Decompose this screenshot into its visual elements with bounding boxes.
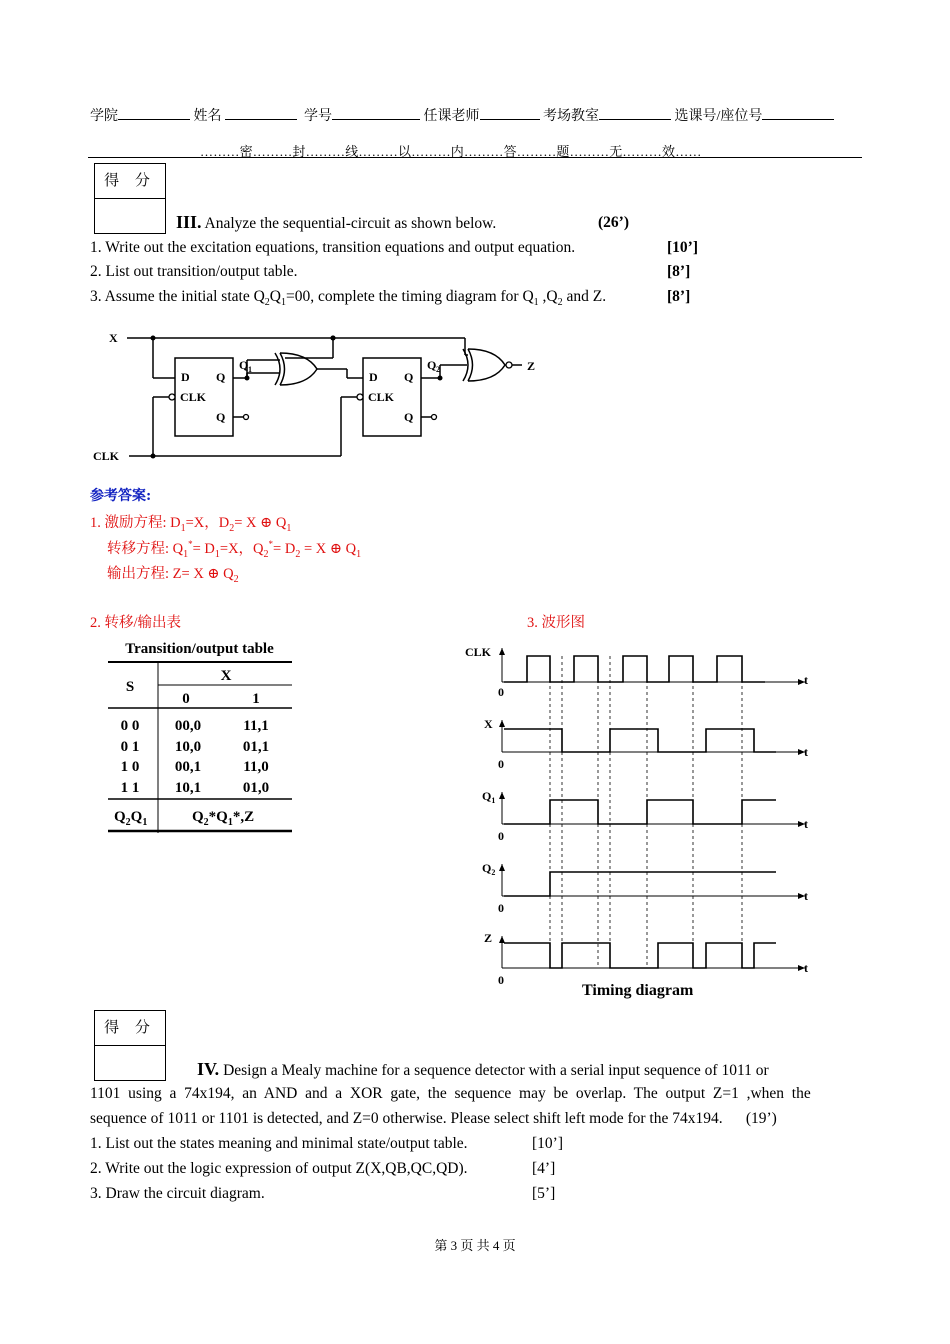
section3-item-3-points: [8’]	[667, 288, 691, 305]
table-foot-right: $Q_2*Q_1*,Z$	[192, 809, 255, 828]
table-col-s: S	[125, 679, 135, 695]
table-x1: 1	[252, 691, 260, 707]
circuit-diagram	[85, 325, 555, 470]
table-row-s: 0 0	[120, 718, 140, 734]
score-box-4	[94, 1010, 166, 1081]
teacher-label: 任课老师	[423, 109, 480, 124]
section4-item-1-points: [10’]	[532, 1135, 563, 1152]
svg-text:t: t	[804, 961, 808, 975]
score-label: 得 分	[95, 164, 165, 199]
section3-item-3: 3. Assume the initial state $Q_2Q_1=00$, complete the timing diagram for $Q_1$ $,Q_2$ and Z.	[90, 288, 607, 309]
svg-text:Q2: $Q_2$	[482, 861, 496, 877]
table-cell: 10,0	[174, 739, 202, 755]
section4-item-1: 1. List out the states meaning and minimal state/output table.	[90, 1135, 468, 1152]
timing-title: Timing diagram	[582, 982, 694, 999]
ff1-d-label: D	[181, 370, 190, 384]
timing-clk-label: CLK	[465, 645, 492, 659]
ff1-clk-label: CLK	[180, 390, 207, 404]
ff2-q-label: Q	[404, 370, 414, 384]
section3-numeral: III.	[176, 212, 202, 232]
answer-excitation: 1. 激励方程: $D_1=X$，$D_2= X$ ⊕ $Q_1$	[90, 515, 292, 534]
student-id-label: 学号	[304, 109, 332, 124]
table-heading: 2. 转移/输出表	[90, 615, 182, 631]
timing-q1-label: Q	[482, 789, 492, 803]
timing-q2-label: Q	[482, 861, 492, 875]
svg-text:t: t	[804, 673, 808, 687]
svg-text:Q1: $Q_1$	[482, 789, 496, 805]
name-label: 姓名	[193, 109, 222, 124]
score-label: 得 分	[95, 1011, 165, 1046]
section4-line1: IV. Design a Mealy machine for a sequence detector with a serial input sequence of 1011 or	[197, 1059, 769, 1079]
table-cell: 11,1	[243, 718, 269, 734]
page-footer: 第 3 页 共 4 页	[434, 1238, 516, 1253]
timing-diagram	[460, 640, 820, 1005]
ff2-clk-label: CLK	[368, 390, 395, 404]
section3-title	[176, 212, 496, 233]
score-box-3	[94, 163, 166, 234]
score-blank	[95, 1046, 165, 1080]
table-row-s: 1 1	[120, 780, 140, 796]
seal-line-text: ………密………封………线………以………内………答………题………无………效……	[200, 144, 702, 159]
section4-item-3: 3. Draw the circuit diagram.	[90, 1185, 265, 1202]
section4-line3: sequence of 1011 or 1101 is detected, and Z=0 otherwise. Please select shift left mode for the 74x194. (19’)	[90, 1110, 777, 1127]
student-id-blank	[332, 107, 420, 120]
table-cell: 00,0	[174, 718, 202, 734]
section4-item-3-points: [5’]	[532, 1185, 556, 1202]
circuit-clk-label: CLK	[93, 449, 120, 463]
timing-z-label: Z	[484, 931, 493, 945]
ff1-q-label: Q	[216, 370, 226, 384]
z-output-label: Z	[527, 359, 536, 373]
answer-transition: 转移方程: $Q_1^*= D_1=X$，$Q_2^*= D_2 = X$ ⊕ $Q_1$	[107, 539, 362, 560]
exam-header	[90, 105, 850, 125]
course-seat-blank	[762, 107, 834, 120]
college-label: 学院	[90, 109, 118, 124]
exam-room-label: 考场教室	[543, 109, 599, 124]
section3-item-2-points: [8’]	[667, 263, 691, 280]
section3-title-text: Analyze the sequential-circuit as shown below.	[204, 215, 497, 232]
svg-text:t: t	[804, 889, 808, 903]
exam-room-blank	[599, 107, 671, 120]
table-title: Transition/output table	[125, 641, 274, 657]
table-x0: 0	[182, 691, 190, 707]
ff2-qbar-label: Q	[404, 410, 414, 424]
section4-numeral: IV.	[197, 1059, 220, 1079]
teacher-blank	[480, 107, 540, 120]
course-seat-label: 选课号/座位号	[674, 109, 763, 124]
section3-item-1: 1. Write out the excitation equations, transition equations and output equation.	[90, 239, 576, 256]
q2-label: Q	[427, 358, 437, 372]
answer-heading: 参考答案:	[90, 488, 152, 504]
table-cell: 11,0	[243, 759, 269, 775]
svg-text:0: 0	[498, 901, 504, 915]
svg-text:0: 0	[498, 973, 504, 987]
table-cell: 01,1	[242, 739, 270, 755]
header-rule	[88, 157, 862, 158]
table-foot-left: $Q_2Q_1$	[114, 809, 148, 828]
name-blank	[225, 107, 297, 120]
table-grid	[108, 661, 293, 833]
q2-sub: 2	[436, 365, 440, 374]
table-col-x: X	[220, 668, 232, 684]
svg-text:t: t	[804, 745, 808, 759]
svg-text:0: 0	[498, 757, 504, 771]
answer-output: 输出方程: Z= X ⊕ $Q_2$	[107, 566, 239, 585]
section3-points: (26’)	[598, 214, 629, 231]
table-cell: 10,1	[174, 780, 202, 796]
ff1-qbar-label: Q	[216, 410, 226, 424]
table-row-s: 1 0	[120, 759, 140, 775]
section4-item-2-points: [4’]	[532, 1160, 556, 1177]
svg-text:0: 0	[498, 829, 504, 843]
wave-heading: 3. 波形图	[527, 615, 585, 631]
section4-line2: 1101 using a 74x194, an AND and a XOR gate, the sequence may be overlap. The output Z=1 ,when the	[90, 1085, 811, 1102]
circuit-x-label: X	[109, 331, 118, 345]
section3-item-2: 2. List out transition/output table.	[90, 263, 298, 280]
timing-x-label: X	[484, 717, 493, 731]
college-blank	[118, 107, 190, 120]
q1-sub: 1	[248, 365, 252, 374]
table-cell: 00,1	[174, 759, 202, 775]
q1-label: Q	[239, 358, 249, 372]
section4-item-2: 2. Write out the logic expression of output Z(X,QB,QC,QD).	[90, 1160, 468, 1177]
ff2-d-label: D	[369, 370, 378, 384]
svg-text:0: 0	[498, 685, 504, 699]
transition-table	[108, 641, 293, 833]
table-row-s: 0 1	[120, 739, 140, 755]
svg-text:t: t	[804, 817, 808, 831]
score-blank	[95, 199, 165, 233]
table-cell: 01,0	[242, 780, 270, 796]
section3-item-1-points: [10’]	[667, 239, 698, 256]
